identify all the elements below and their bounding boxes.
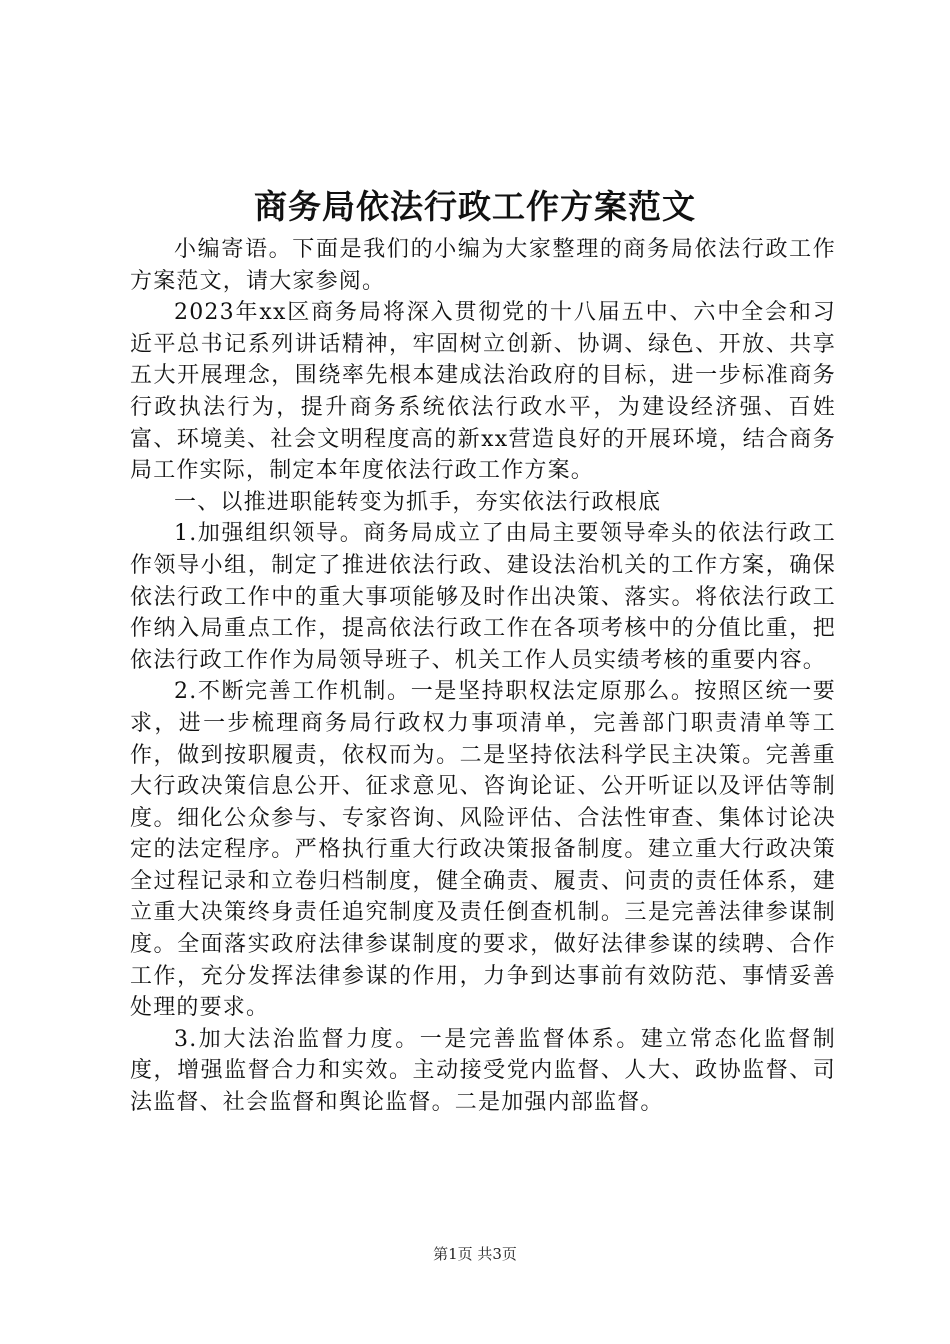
paragraph-item-3: 3.加大法治监督力度。一是完善监督体系。建立常态化监督制度，增强监督合力和实效。主动接受党内监督、人大、政协监督、司法监督、社会监督和舆论监督。二是加强内部监督。 bbox=[130, 1026, 836, 1116]
paragraph-item-1: 1.加强组织领导。商务局成立了由局主要领导牵头的依法行政工作领导小组，制定了推进依法行政、建设法治机关的工作方案，确保依法行政工作中的重大事项能够及时作出决策、落实。将依法行政工作纳入局重点工作，提高依法行政工作在各项考核中的分值比重，把依法行政工作作为局领导班子、机关工作人员实绩考核的重要内容。 bbox=[130, 521, 836, 673]
paragraph-overview: 2023年xx区商务局将深入贯彻党的十八届五中、六中全会和习近平总书记系列讲话精神，牢固树立创新、协调、绿色、开放、共享五大开展理念，围绕率先根本建成法治政府的目标，进一步标准商务行政执法行为，提升商务系统依法行政水平，为建设经济强、百姓富、环境美、社会文明程度高的新xx营造良好的开展环境，结合商务局工作实际，制定本年度依法行政工作方案。 bbox=[130, 300, 836, 484]
document-title: 商务局依法行政工作方案范文 bbox=[254, 187, 696, 226]
paragraph-intro: 小编寄语。下面是我们的小编为大家整理的商务局依法行政工作方案范文，请大家参阅。 bbox=[130, 237, 836, 294]
document-body bbox=[130, 234, 836, 1119]
page-footer: 第1页 共3页 bbox=[433, 1245, 517, 1263]
section-heading-1: 一、以推进职能转变为抓手，夯实依法行政根底 bbox=[174, 489, 662, 515]
paragraph-item-2: 2.不断完善工作机制。一是坚持职权法定原那么。按照区统一要求，进一步梳理商务局行政权力事项清单，完善部门职责清单等工作，做到按职履责，依权而为。二是坚持依法科学民主决策。完善重大行政决策信息公开、征求意见、咨询论证、公开听证以及评估等制度。细化公众参与、专家咨询、风险评估、合法性审查、集体讨论决定的法定程序。严格执行重大行政决策报备制度。建立重大行政决策全过程记录和立卷归档制度，健全确责、履责、问责的责任体系，建立重大决策终身责任追究制度及责任倒查机制。三是完善法律参谋制度。全面落实政府法律参谋制度的要求，做好法律参谋的续聘、合作工作，充分发挥法律参谋的作用，力争到达事前有效防范、事情妥善处理的要求。 bbox=[130, 679, 836, 1021]
